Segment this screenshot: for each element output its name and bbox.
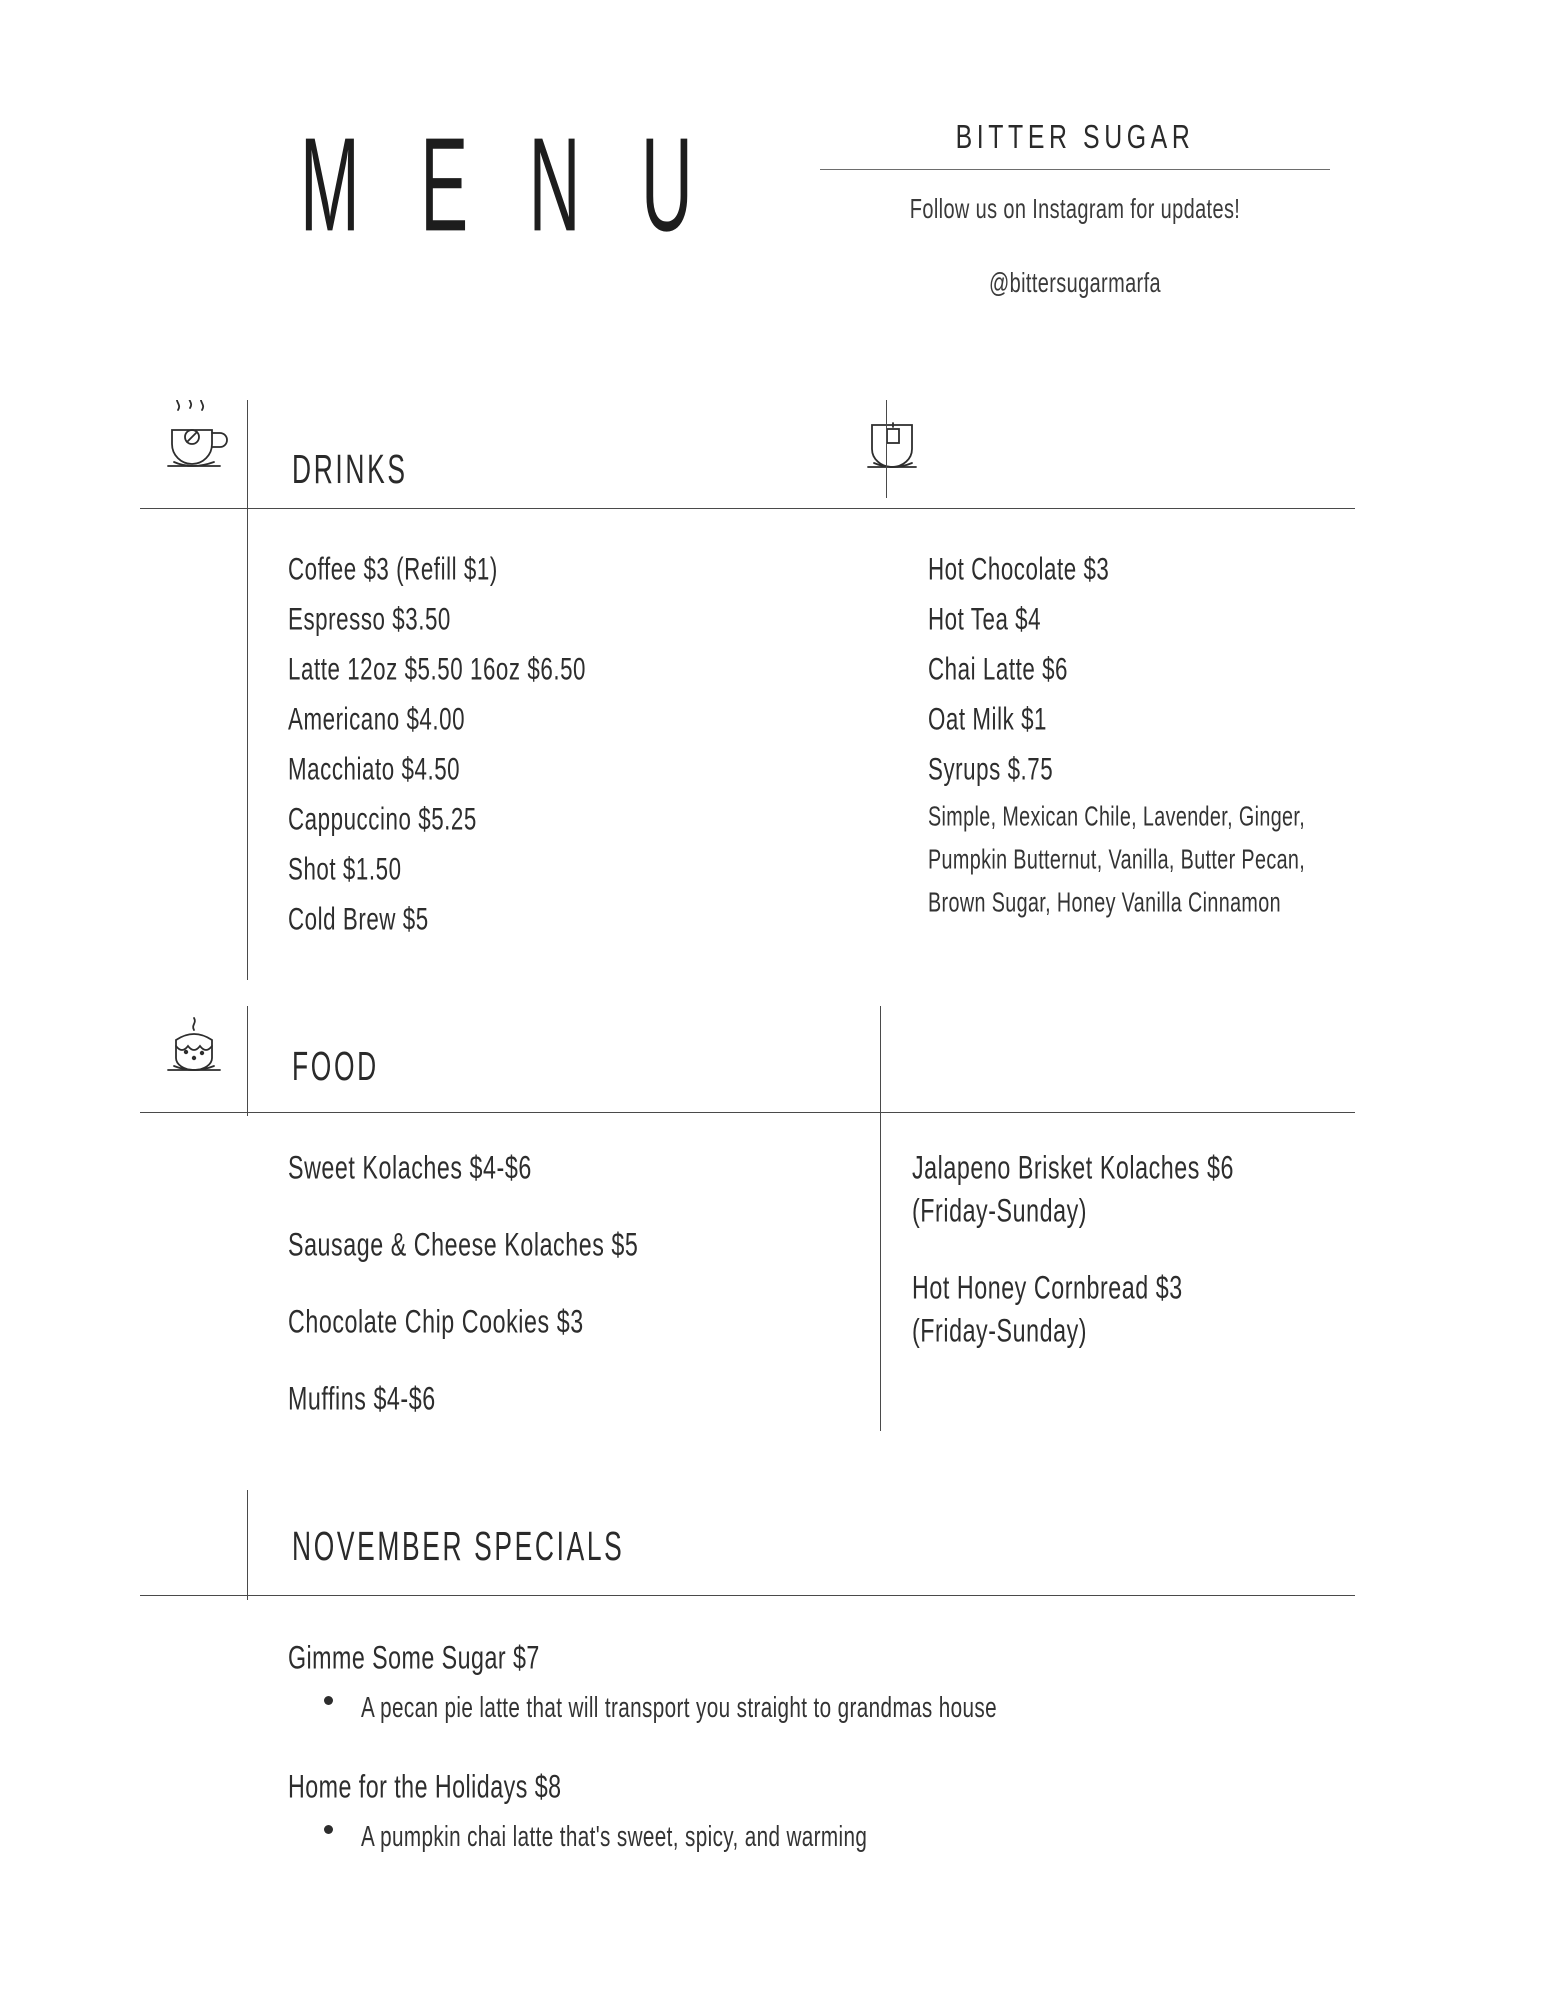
section-title-drinks: DRINKS [292, 448, 408, 493]
page-title: M E N U [300, 111, 714, 260]
food-right-list [912, 1150, 1258, 1390]
list-item-note: (Friday-Sunday) [912, 1193, 1088, 1230]
special-desc-row [324, 1691, 1388, 1724]
list-item: Hot Chocolate $3 [928, 552, 1110, 588]
brand-block [820, 118, 1330, 299]
brand-social [833, 196, 1318, 297]
bullet-icon [324, 1825, 333, 1834]
special-name: Home for the Holidays $8 [288, 1769, 562, 1806]
specials-list [288, 1640, 1388, 1853]
special-desc: A pumpkin chai latte that's sweet, spicy, and warming [361, 1820, 868, 1853]
food-left-vrule [247, 1006, 248, 1116]
follow-line: Follow us on Instagram for updates! [909, 194, 1241, 225]
list-item: Sweet Kolaches $4-$6 [288, 1150, 532, 1187]
syrup-flavors-line: Brown Sugar, Honey Vanilla Cinnamon [928, 888, 1281, 918]
brand-name: BITTER SUGAR [955, 118, 1195, 156]
coffee-cup-icon [160, 400, 234, 488]
drinks-right-list [928, 552, 1329, 931]
list-item: Oat Milk $1 [928, 702, 1048, 738]
bullet-icon [324, 1696, 333, 1705]
cake-icon [160, 1012, 228, 1092]
list-item: Espresso $3.50 [288, 602, 451, 638]
list-item: Muffins $4-$6 [288, 1381, 436, 1418]
section-title-food: FOOD [292, 1045, 379, 1090]
instagram-handle: @bittersugarmarfa [989, 268, 1161, 299]
list-item: Sausage & Cheese Kolaches $5 [288, 1227, 639, 1264]
drinks-left-list [288, 552, 608, 952]
list-item: Shot $1.50 [288, 852, 402, 888]
specials-hrule [140, 1595, 1355, 1596]
special-desc-row [324, 1820, 1388, 1853]
special-entry [288, 1769, 1388, 1853]
list-item: Chai Latte $6 [928, 652, 1069, 688]
syrup-flavors-line: Simple, Mexican Chile, Lavender, Ginger, [928, 802, 1306, 832]
special-name: Gimme Some Sugar $7 [288, 1640, 540, 1677]
food-mid-vrule [880, 1006, 881, 1431]
section-title-specials: NOVEMBER SPECIALS [292, 1525, 625, 1570]
list-item: Macchiato $4.50 [288, 752, 461, 788]
list-item-note: (Friday-Sunday) [912, 1313, 1088, 1350]
list-item: Coffee $3 (Refill $1) [288, 552, 498, 588]
food-left-list [288, 1150, 665, 1458]
special-desc: A pecan pie latte that will transport you straight to grandmas house [361, 1691, 997, 1724]
drinks-mid-vrule [886, 400, 887, 498]
list-item: Americano $4.00 [288, 702, 466, 738]
list-item: Syrups $.75 [928, 752, 1054, 788]
syrup-flavors-line: Pumpkin Butternut, Vanilla, Butter Pecan, [928, 845, 1306, 875]
list-item: Latte 12oz $5.50 16oz $6.50 [288, 652, 587, 688]
list-item: Cold Brew $5 [288, 902, 429, 938]
specials-left-vrule [247, 1490, 248, 1600]
list-item: Jalapeno Brisket Kolaches $6 [912, 1150, 1234, 1187]
food-hrule [140, 1112, 1355, 1113]
list-item: Cappuccino $5.25 [288, 802, 477, 838]
list-item: Chocolate Chip Cookies $3 [288, 1304, 584, 1341]
brand-divider [820, 169, 1330, 170]
drinks-left-vrule [247, 400, 248, 980]
drinks-hrule [140, 508, 1355, 509]
special-entry [288, 1640, 1388, 1724]
list-item: Hot Tea $4 [928, 602, 1042, 638]
list-item: Hot Honey Cornbread $3 [912, 1270, 1183, 1307]
tea-cup-icon [862, 415, 924, 487]
